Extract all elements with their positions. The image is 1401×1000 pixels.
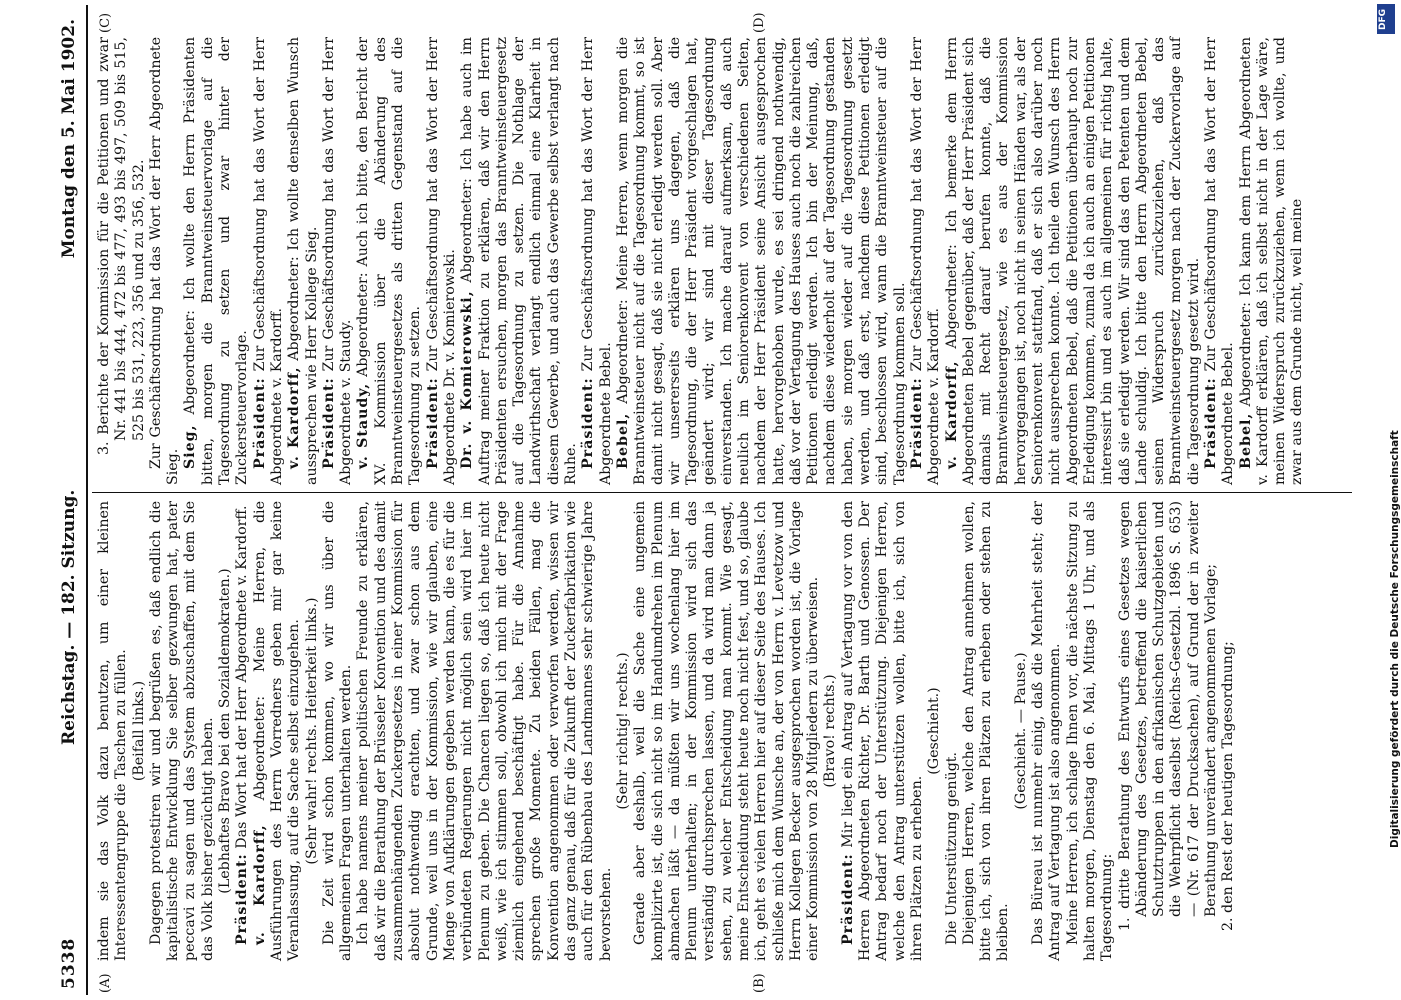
paragraph [944,37,1203,485]
speech-text: Zur Geschäftsordnung hat das Wort der Herr Abgeordnete Dr. v. Komierowski. [424,37,458,485]
speaker-name: Präsident: [320,377,337,469]
margin-mark-b: (B) [752,973,767,993]
paragraph: Das Büreau ist nunmehr einig, daß die Mehrheit steht; der Antrag auf Vertagung ist also angenommen. [1030,501,1064,961]
speaker-name: Präsident: [908,377,925,469]
speaker-name: Präsident: [251,377,268,469]
interjection: (Geschieht.) [926,687,943,775]
credit-text: Digitalisierung gefördert durch die Deutsche Forschungsgemeinschaft [1389,430,1401,848]
paragraph [459,37,580,485]
column-divider [92,492,1352,493]
paragraph: Ich habe namens meiner politischen Freunde zu erklären, daß wir die Berathung der Brüsseler Konvention und des damit zusammenhängenden Zuckergesetzes in einer Kommission für absolut nothwendig erachten, und zwar schon aus dem Grunde, weil uns in der Kommission, wie wir glauben, eine Menge von Aufklärungen gegeben werden kann, die es für die verbündeten Regierungen nicht möglich sein wird hier im Plenum zu geben. Die Chancen liegen so, daß ich heute nicht weiß, wie ich stimmen soll, obwohl ich mich mit der Frage ziemlich eingehend beschäftigt habe. Für die Annahme sprechen große Momente. Zu beiden Fällen, mag die Konvention angenommen oder verworfen werden, wissen wir das ganz genau, daß für die Zukunft der Zuckerfabrikation wie auch für den Rübenbau des Landmannes sehr schwierige Jahre bevorstehen. [355,501,614,961]
speech-text: Abgeordneter: Ich wollte den Herrn Präsidenten bitten, morgen die Branntweinsteuervorlage auf die Tagesordnung zu setzen und zwar hinter der Zuckersteuervorlage. [182,37,251,485]
interjection: (Sehr wahr! rechts. Heiterkeit links.) [303,597,320,865]
speaker-name: Bebel, [1237,412,1254,469]
agenda-item: 1. dritte Berathung des Entwurfs eines Gesetzes wegen Abänderung des Gesetzes, betreffend die kaiserlichen Schutztruppen in den afrikanischen Schutzgebieten und die Wehrpflicht daselbst (Reichs-Gesetzbl. 1896 S. 653) — (Nr. 617 der Drucksachen), auf Grund der in zweiter Berathung unverändert angenommenen Vorlage; [1116,501,1219,931]
speech-text: Zur Geschäftsordnung hat das Wort der Herr Abgeordnete v. Kardorff. [251,37,285,485]
speech-text: Mir liegt ein Antrag auf Vertagung vor von den Herren Abgeordneten Richter, Dr. Barth und Genossen. Der Antrag bedarf noch der Unterstützung. Diejenigen Herren, welche den Antrag unterstützen wollen, bitte ich, sich von ihren Plätzen zu erheben. [839,501,925,961]
interjection: (Bravo! rechts.) [822,674,839,788]
speaker-name: v. Kardorff, [286,366,303,469]
page-number: 5338 [59,937,79,989]
speech-text: Abgeordneter: Ich bemerke dem Herrn Abgeordneten Bebel gegenüber, daß der Herr Präsident sich damals mit Recht darauf berufen konnte, daß die Branntweinsteuergesetz, wie es aus der Kommission hervorgegangen ist, noch nicht in seinen Händen war, als der Seniorenkonvent stattfand, daß er sich also darüber noch nicht aussprechen konnte. Ich theile den Wunsch des Herrn Abgeordneten Bebel, daß die Petitionen überhaupt noch zur Erledigung kommen, zumal da ich auch an einigen Petitionen interessirt bin und es auch im allgemeinen für richtig halte, daß sie erledigt werden. Wir sind das den Petenten und dem Lande schuldig. Ich bitte den Herrn Abgeordneten Bebel, seinen Widerspruch zurückzuziehen, daß das Branntweinsteuergesetz morgen nach der Zuckervorlage auf die Tagesordnung gesetzt wird. [943,37,1202,485]
interjection: (Beifall links.) [130,680,147,782]
speaker-name: v. Kardorff, [943,360,960,469]
speaker-name: Präsident: [234,853,251,945]
speaker-name: Präsident: [839,853,856,945]
paragraph [1238,37,1307,485]
speech-text: Zur Geschäftsordnung hat das Wort der Herr Abgeordnete v. Kardorff. [908,37,943,485]
speech-text: Zur Geschäftsordnung hat das Wort der Herr Abgeordnete v. Staudy. [320,37,355,485]
speaker-name: Dr. v. Komierowski, [459,290,476,469]
paragraph [286,37,321,485]
paragraph [425,37,460,485]
paragraph [321,37,356,485]
speaker-name: Sieg, [182,424,199,469]
paragraph [580,37,615,485]
margin-mark-d: (D) [752,12,767,33]
page-title: Reichstag. — 182. Sitzung. [59,489,79,745]
paragraph: Die Zeit wird schon kommen, wo wir uns über die allgemeinen Fragen unterhalten werden. [320,501,355,961]
paragraph [252,501,304,961]
speech-text: Abgeordneter: Ich wollte denselben Wunsch aussprechen wie Herr Kollege Sieg. [286,37,320,485]
paragraph: Meine Herren, ich schlage Ihnen vor, die nächste Sitzung zu halten morgen, Dienstag den 6. Mai, Mittags 1 Uhr, und als Tagesordnung: [1064,501,1116,961]
speech-text: Abgeordneter: Ich habe auch im Auftrag meiner Fraktion zu erklären, daß wir den Herrn Präsidenten ersuchen, morgen das Branntweinsteuergesetz auf die Tagesordnung zu setzen. Die Nothlage der Landwirthschaft verlangt endlich einmal eine Klarheit in diesem Gewerbe, und auch das Gewerbe selbst verlangt nach Ruhe. [459,37,580,485]
agenda-item: 2. den Rest der heutigen Tagesordnung; [1220,641,1237,931]
paragraph [252,37,287,485]
paragraph [234,501,251,961]
speaker-name: v. Kardorff, [251,824,268,945]
margin-mark-a: (A) [98,973,113,993]
paragraph [615,37,909,485]
interjection: (Lebhaftes Bravo bei den Sozialdemokraten.) [217,568,234,894]
session-date: Montag den 5. Mai 1902. [59,19,79,259]
speech-text: Zur Geschäftsordnung hat das Wort der Herr Abgeordnete Bebel. [580,37,614,485]
speech-text: Zur Geschäftsordnung hat das Wort der Herr Abgeordnete Bebel. [1203,37,1237,485]
left-column [96,501,1238,961]
speaker-name: v. Staudy, [355,382,372,469]
speaker-name: Präsident: [424,377,441,469]
speech-text: Abgeordneter: Meine Herren, die Ausführungen des Herrn Vorredners geben mir gar keine Veranlassung, auf die Sache selbst einzugehen. [251,501,303,961]
interjection: (Sehr richtig! rechts.) [614,652,631,810]
speaker-name: Präsident: [580,377,597,469]
speech-text: Abgeordneter: Ich kann dem Herrn Abgeordneten v. Kardorff erklären, daß ich selbst nicht in der Lage wäre, meinen Widerspruch zurückzuziehen, wenn ich wollte, und zwar aus dem Grunde nicht, weil meine [1237,37,1306,485]
paragraph: Gerade aber deshalb, weil die Sache eine ungemein komplizirte ist, die sich nicht so im Handumdrehen im Plenum abmachen läßt — da müßten wir uns wochenlang hier im Plenum unterhalten; in der Kommission wird sich das verständig durchsprechen lassen, und da wird man dann ja sehen, zu welcher Entscheidung man kommt. Wie gesagt, meine Entscheidung steht heute noch nicht fest, und so, glaube ich, geht es vielen Herren hier auf dieser Seite des Hauses. Ich schließe mich dem Wunsche an, der von Herrn v. Levetzow und Herrn Kollegen Becker ausgesprochen worden ist, die Vorlage einer Kommission von 28 Mitgliedern zu überweisen. [632,501,822,961]
right-column [96,37,1307,485]
paragraph: indem sie das Volk dazu benutzen, um einer kleinen Interessentengruppe die Taschen zu füllen. [96,501,130,961]
paragraph [1203,37,1238,485]
agenda-item: 3. Berichte der Kommission für die Petitionen und zwar Nr. 441 bis 444, 472 bis 477, 493 bis 497, 509 bis 515, 525 bis 531, 223, 356 und zu 356, 532. [96,37,147,455]
page-header [52,5,88,995]
speaker-name: Präsident: [1203,377,1219,469]
speech-text: Abgeordneter: Meine Herren, wenn morgen die Branntweinsteuer nicht auf die Tagesordnung kommt, so ist damit nicht gesagt, daß sie nicht erledigt werden soll. Aber wir unsererseits erklären uns dagegen, daß die Tagesordnung, die der Herr Präsident vorgeschlagen hat, geändert wird; wir sind mit dieser Tagesordnung einverstanden. Ich mache darauf aufmerksam, daß auch neulich im Seniorenkonvent von verschiedenen Seiten, nachdem der Herr Präsident seine Ansicht ausgesprochen hatte, hervorgehoben wurde, es sei dringend nothwendig, daß vor der Vertagung des Hauses auch noch die zahlreichen Petitionen erledigt werden. Ich bin der Meinung, daß, nachdem diese wiederholt auf der Tagesordnung gestanden haben, sie morgen wieder auf die Tagesordnung gesetzt werden, und daß erst, nachdem diese Petitionen erledigt sind, beschlossen wird, wann die Branntweinsteuer auf die Tagesordnung kommen soll. [614,37,908,485]
paragraph: Diejenigen Herren, welche den Antrag annehmen wollen, bitte ich, sich von ihren Plätzen zu erheben oder stehen zu bleiben. [960,501,1012,961]
paragraph: Die Unterstützung genügt. [943,752,960,945]
paragraph [355,37,424,485]
margin-mark-c: (C) [98,12,113,33]
paragraph: Zur Geschäftsordnung hat das Wort der Herr Abgeordnete Sieg. [147,37,182,485]
speech-text: Abgeordneter: Auch ich bitte, den Bericht der XV. Kommission über die Abänderung des Branntweinsteuergesetzes als dritten Gegenstand auf die Tagesordnung zu setzen. [355,37,424,485]
digitization-credit [1375,36,1401,856]
speech-text: Das Wort hat der Herr Abgeordnete v. Kardorff. [234,505,251,854]
document-page [52,5,1352,995]
interjection: (Geschieht. — Pause.) [1012,652,1029,810]
paragraph [840,501,926,961]
paragraph [182,37,251,485]
speaker-name: Bebel, [614,412,631,469]
dfg-logo: DFG [1377,4,1395,34]
paragraph: Dagegen protestiren wir und begrüßen es, daß endlich die kapitalistische Entwicklung Sie selber gezwungen hat, pater peccavi zu sagen und das System abzuschaffen, mit dem Sie das Volk bisher gezüchtigt haben. [147,501,216,961]
paragraph [909,37,944,485]
